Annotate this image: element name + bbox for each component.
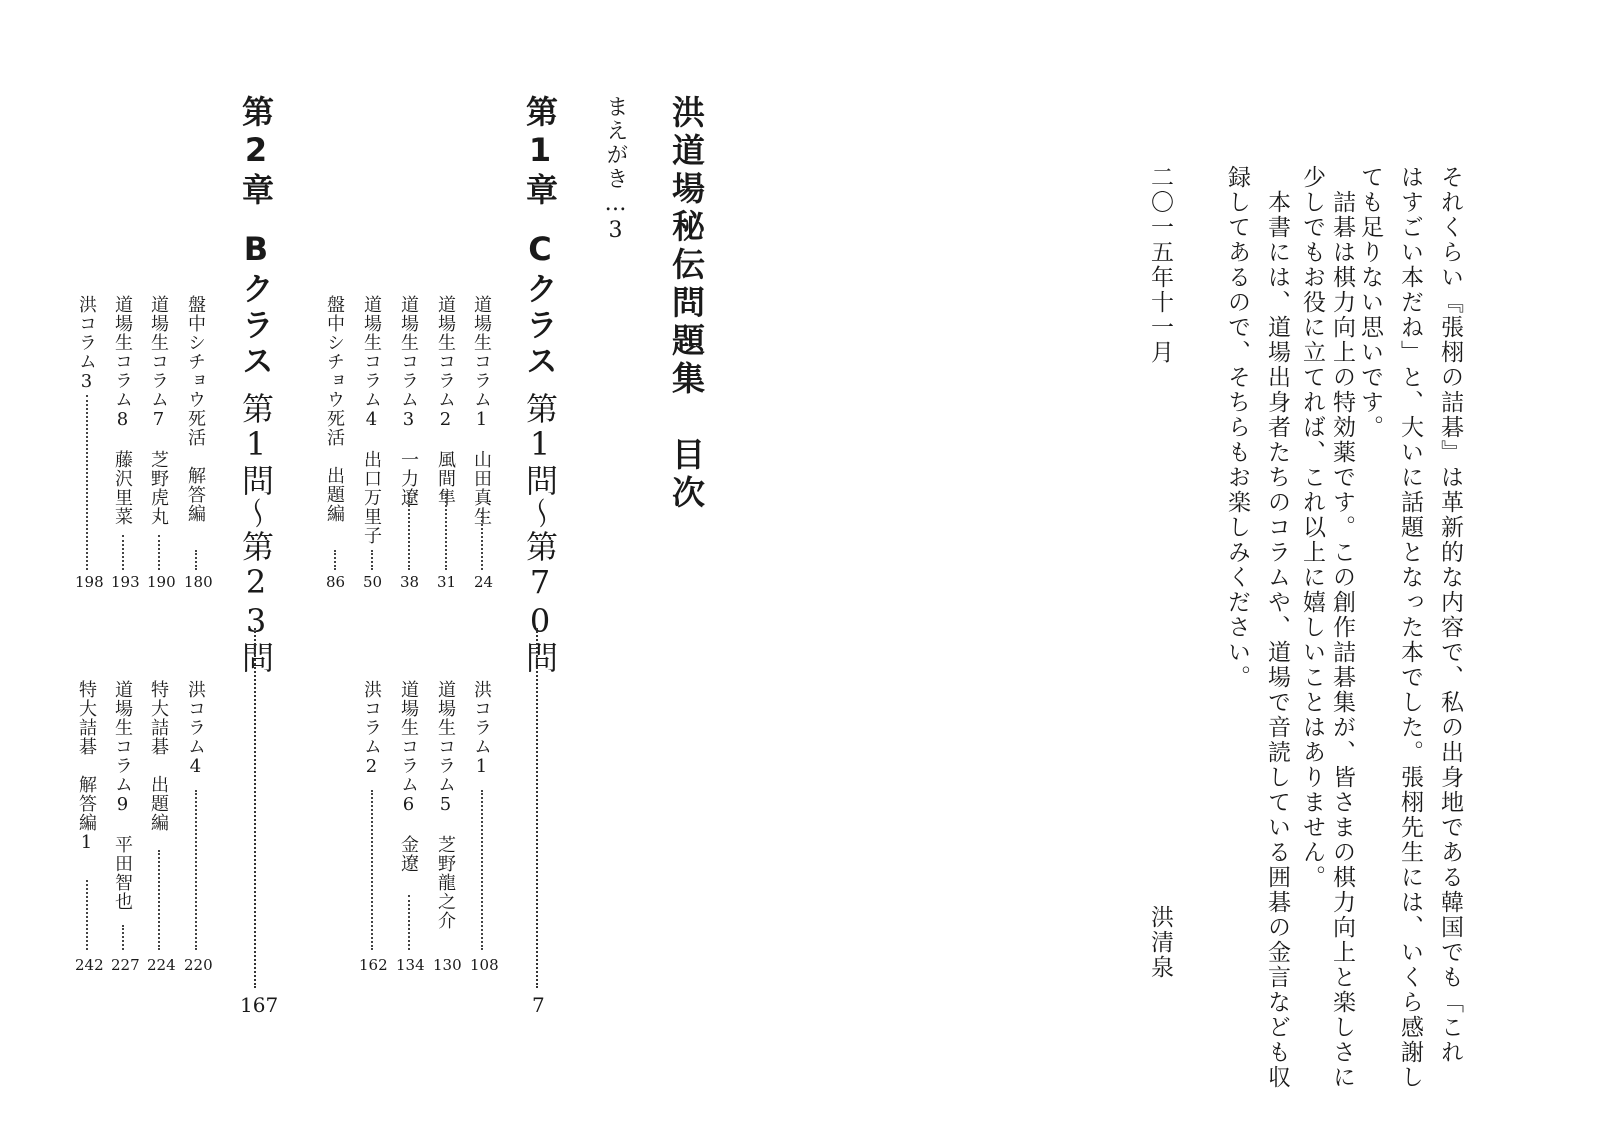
toc-page-number: 224 bbox=[147, 956, 176, 974]
preface-line: 詰碁は棋力向上の特効薬です。この創作詰碁集が、皆さまの棋力向上と楽しさに bbox=[1329, 190, 1355, 1090]
leader-dots bbox=[445, 494, 447, 570]
toc-page-number: 180 bbox=[184, 573, 213, 591]
toc-entry: 洪コラム2 bbox=[361, 680, 382, 778]
chapter1-class: Cクラス bbox=[521, 230, 559, 380]
toc-page-number: 31 bbox=[437, 573, 457, 591]
preface-date: 二〇一五年十一月 bbox=[1147, 165, 1173, 365]
toc-entry: 道場生コラム1 山田真生 bbox=[471, 295, 492, 526]
toc-page-number: 198 bbox=[75, 573, 104, 591]
chapter1-range: 第1問〜第70問 bbox=[521, 392, 559, 674]
leader-dots bbox=[122, 925, 124, 950]
toc-entry: 道場生コラム2 風間隼 bbox=[435, 295, 456, 507]
toc-entry: 道場生コラム6 金遼 bbox=[398, 680, 419, 873]
leader-dots bbox=[371, 550, 373, 570]
preface-line: 録してあるので、そちらもお楽しみください。 bbox=[1224, 165, 1250, 690]
chapter2-class: Bクラス bbox=[237, 230, 275, 380]
preface-line: ても足りない思いです。 bbox=[1357, 165, 1383, 440]
leader-dots bbox=[86, 880, 88, 950]
toc-entry: 洪コラム1 bbox=[471, 680, 492, 778]
toc-entry: 道場生コラム3 一力遼 bbox=[398, 295, 419, 507]
leader-dots bbox=[122, 535, 124, 570]
preface-line: 少しでもお役に立てれば、これ以上に嬉しいことはありません。 bbox=[1299, 165, 1325, 890]
toc-page-number: 162 bbox=[359, 956, 388, 974]
toc-entry: 盤中シチョウ死活 解答編 bbox=[185, 295, 206, 523]
preface-line: はすごい本だね」と、大いに話題となった本でした。張栩先生には、いくら感謝し bbox=[1397, 165, 1423, 1090]
toc-page-number: 242 bbox=[75, 956, 104, 974]
toc-entry: 特大詰碁 出題編 bbox=[148, 680, 169, 832]
toc-entry: 道場生コラム5 芝野龍之介 bbox=[435, 680, 456, 930]
leader-dots bbox=[481, 790, 483, 950]
chapter1-label: 第1章 bbox=[521, 95, 559, 209]
leader-dots bbox=[334, 550, 336, 570]
toc-title: 洪道場秘伝問題集 目次 bbox=[667, 95, 706, 513]
toc-page-number: 134 bbox=[396, 956, 425, 974]
leader-dots bbox=[195, 550, 197, 570]
leader-dots bbox=[408, 895, 410, 950]
toc-entry: 洪コラム4 bbox=[185, 680, 206, 778]
leader-dots bbox=[481, 512, 483, 570]
toc-page-number: 50 bbox=[363, 573, 383, 591]
leader-dots bbox=[195, 790, 197, 950]
toc-page-number: 24 bbox=[474, 573, 494, 591]
chapter2-label: 第2章 bbox=[237, 95, 275, 209]
chapter2-leader bbox=[254, 628, 256, 988]
toc-page-number: 193 bbox=[111, 573, 140, 591]
toc-page-number: 86 bbox=[326, 573, 346, 591]
chapter1-page: 7 bbox=[532, 993, 545, 1017]
toc-page-number: 130 bbox=[433, 956, 462, 974]
leader-dots bbox=[408, 494, 410, 570]
toc-entry: 道場生コラム8 藤沢里菜 bbox=[112, 295, 133, 526]
chapter2-page: 167 bbox=[240, 993, 279, 1017]
toc-entry: 盤中シチョウ死活 出題編 bbox=[324, 295, 345, 523]
leader-dots bbox=[371, 790, 373, 950]
chapter2-range: 第1問〜第23問 bbox=[237, 392, 275, 674]
toc-entry: 道場生コラム4 出口万里子 bbox=[361, 295, 382, 545]
toc-entry: 特大詰碁 解答編1 bbox=[76, 680, 97, 854]
leader-dots bbox=[158, 850, 160, 950]
toc-page-number: 220 bbox=[184, 956, 213, 974]
toc-entry: 洪コラム3 bbox=[76, 295, 97, 393]
toc-maegaki: まえがき…3 bbox=[603, 95, 628, 245]
toc-entry: 道場生コラム9 平田智也 bbox=[112, 680, 133, 911]
toc-page-number: 227 bbox=[111, 956, 140, 974]
toc-page-number: 38 bbox=[400, 573, 420, 591]
toc-page-number: 108 bbox=[470, 956, 499, 974]
toc-page-number: 190 bbox=[147, 573, 176, 591]
preface-line: 本書には、道場出身者たちのコラムや、道場で音読している囲碁の金言なども収 bbox=[1264, 190, 1290, 1090]
toc-entry: 道場生コラム7 芝野虎丸 bbox=[148, 295, 169, 526]
leader-dots bbox=[86, 395, 88, 570]
preface-line: それくらい『張栩の詰碁』は革新的な内容で、私の出身地である韓国でも「これ bbox=[1437, 165, 1463, 1065]
chapter1-leader bbox=[536, 628, 538, 988]
leader-dots bbox=[158, 535, 160, 570]
preface-author: 洪清泉 bbox=[1147, 905, 1173, 980]
